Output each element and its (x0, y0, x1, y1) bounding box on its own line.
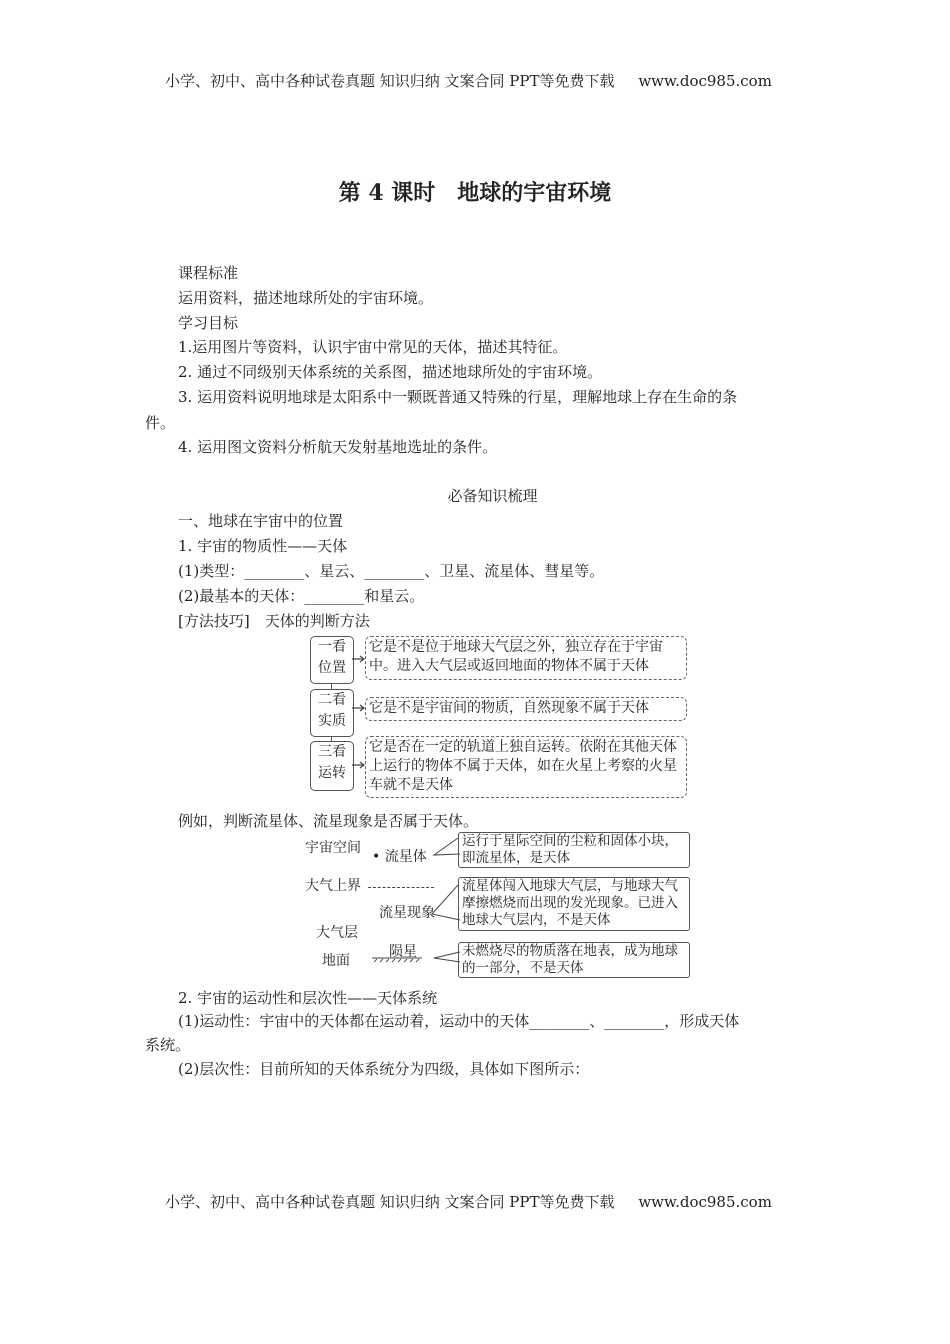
label: 宇宙空间 (305, 840, 361, 856)
paragraph: 4. 运用图文资料分析航天发射基地选址的条件。 (178, 438, 498, 456)
paragraph: 例如，判断流星体、流星现象是否属于天体。 (178, 812, 479, 830)
label: 陨星 (389, 944, 417, 960)
label: 大气层 (316, 925, 358, 941)
paragraph: 2. 宇宙的运动性和层次性——天体系统 (178, 989, 438, 1007)
paragraph: (1)运动性：宇宙中的天体都在运动着，运动中的天体________、________，形成天体 (178, 1012, 740, 1030)
label: 流星现象 (379, 905, 435, 921)
footer-text: 小学、初中、高中各种试卷真题 知识归纳 文案合同 PPT等免费下载 (165, 1193, 615, 1211)
meteor-desc: 流星体闯入地球大气层，与地球大气摩擦燃烧而出现的发光现象。已进入地球大气层内，不是天体 (458, 877, 690, 931)
section-heading: 必备知识梳理 (447, 487, 538, 505)
paragraph: 2. 通过不同级别天体系统的关系图，描述地球所处的宇宙环境。 (178, 363, 603, 381)
paragraph: 件。 (145, 414, 176, 432)
paragraph: 3. 运用资料说明地球是太阳系中一颗既普通又特殊的行星，理解地球上存在生命的条 (178, 388, 738, 406)
step-desc: 它是不是宇宙间的物质，自然现象不属于天体 (365, 697, 687, 721)
page-title: 第 4 课时 地球的宇宙环境 (338, 180, 612, 206)
page-header (165, 70, 772, 91)
label: 地面 (322, 953, 350, 969)
footer-url[interactable]: www.doc985.com (638, 1193, 772, 1211)
header-url[interactable]: www.doc985.com (638, 72, 772, 90)
paragraph: (1)类型：________、星云、________、卫星、流星体、彗星等。 (178, 562, 605, 580)
step-box (310, 689, 354, 737)
meteor-desc: 未燃烧尽的物质落在地表，成为地球的一部分，不是天体 (458, 942, 690, 978)
label: • 流星体 (372, 849, 427, 865)
step-desc: 它是不是位于地球大气层之外，独立存在于宇宙中。进入大气层或返回地面的物体不属于天体 (365, 636, 687, 680)
paragraph: [方法技巧] 天体的判断方法 (178, 612, 370, 630)
paragraph: 系统。 (145, 1036, 191, 1054)
paragraph: 1.运用图片等资料，认识宇宙中常见的天体，描述其特征。 (178, 338, 568, 356)
section-heading: 一、地球在宇宙中的位置 (178, 512, 344, 530)
section-heading: 课程标准 (178, 264, 239, 282)
paragraph: (2)层次性：目前所知的天体系统分为四级，具体如下图所示： (178, 1060, 590, 1078)
step-label: 位置 (318, 660, 346, 676)
header-text: 小学、初中、高中各种试卷真题 知识归纳 文案合同 PPT等免费下载 (165, 72, 615, 90)
step-label: 一看 (318, 639, 346, 655)
label: 大气上界 (305, 878, 361, 894)
step-label: 二看 (318, 692, 346, 708)
page-footer (165, 1191, 772, 1212)
step-desc: 它是否在一定的轨道上独自运转。依附在其他天体上运行的物体不属于天体，如在火星上考察的火星车就不是天体 (365, 736, 687, 798)
connector-lines (370, 830, 462, 970)
paragraph: (2)最基本的天体：________和星云。 (178, 587, 425, 605)
step-label: 运转 (318, 765, 346, 781)
meteor-desc: 运行于星际空间的尘粒和固体小块，即流星体，是天体 (458, 832, 690, 868)
paragraph: 1. 宇宙的物质性——天体 (178, 537, 348, 555)
step-label: 实质 (318, 713, 346, 729)
step-box (310, 741, 354, 791)
step-label: 三看 (318, 744, 346, 760)
step-box (310, 636, 354, 684)
section-heading: 学习目标 (178, 314, 239, 332)
paragraph: 运用资料，描述地球所处的宇宙环境。 (178, 289, 434, 307)
